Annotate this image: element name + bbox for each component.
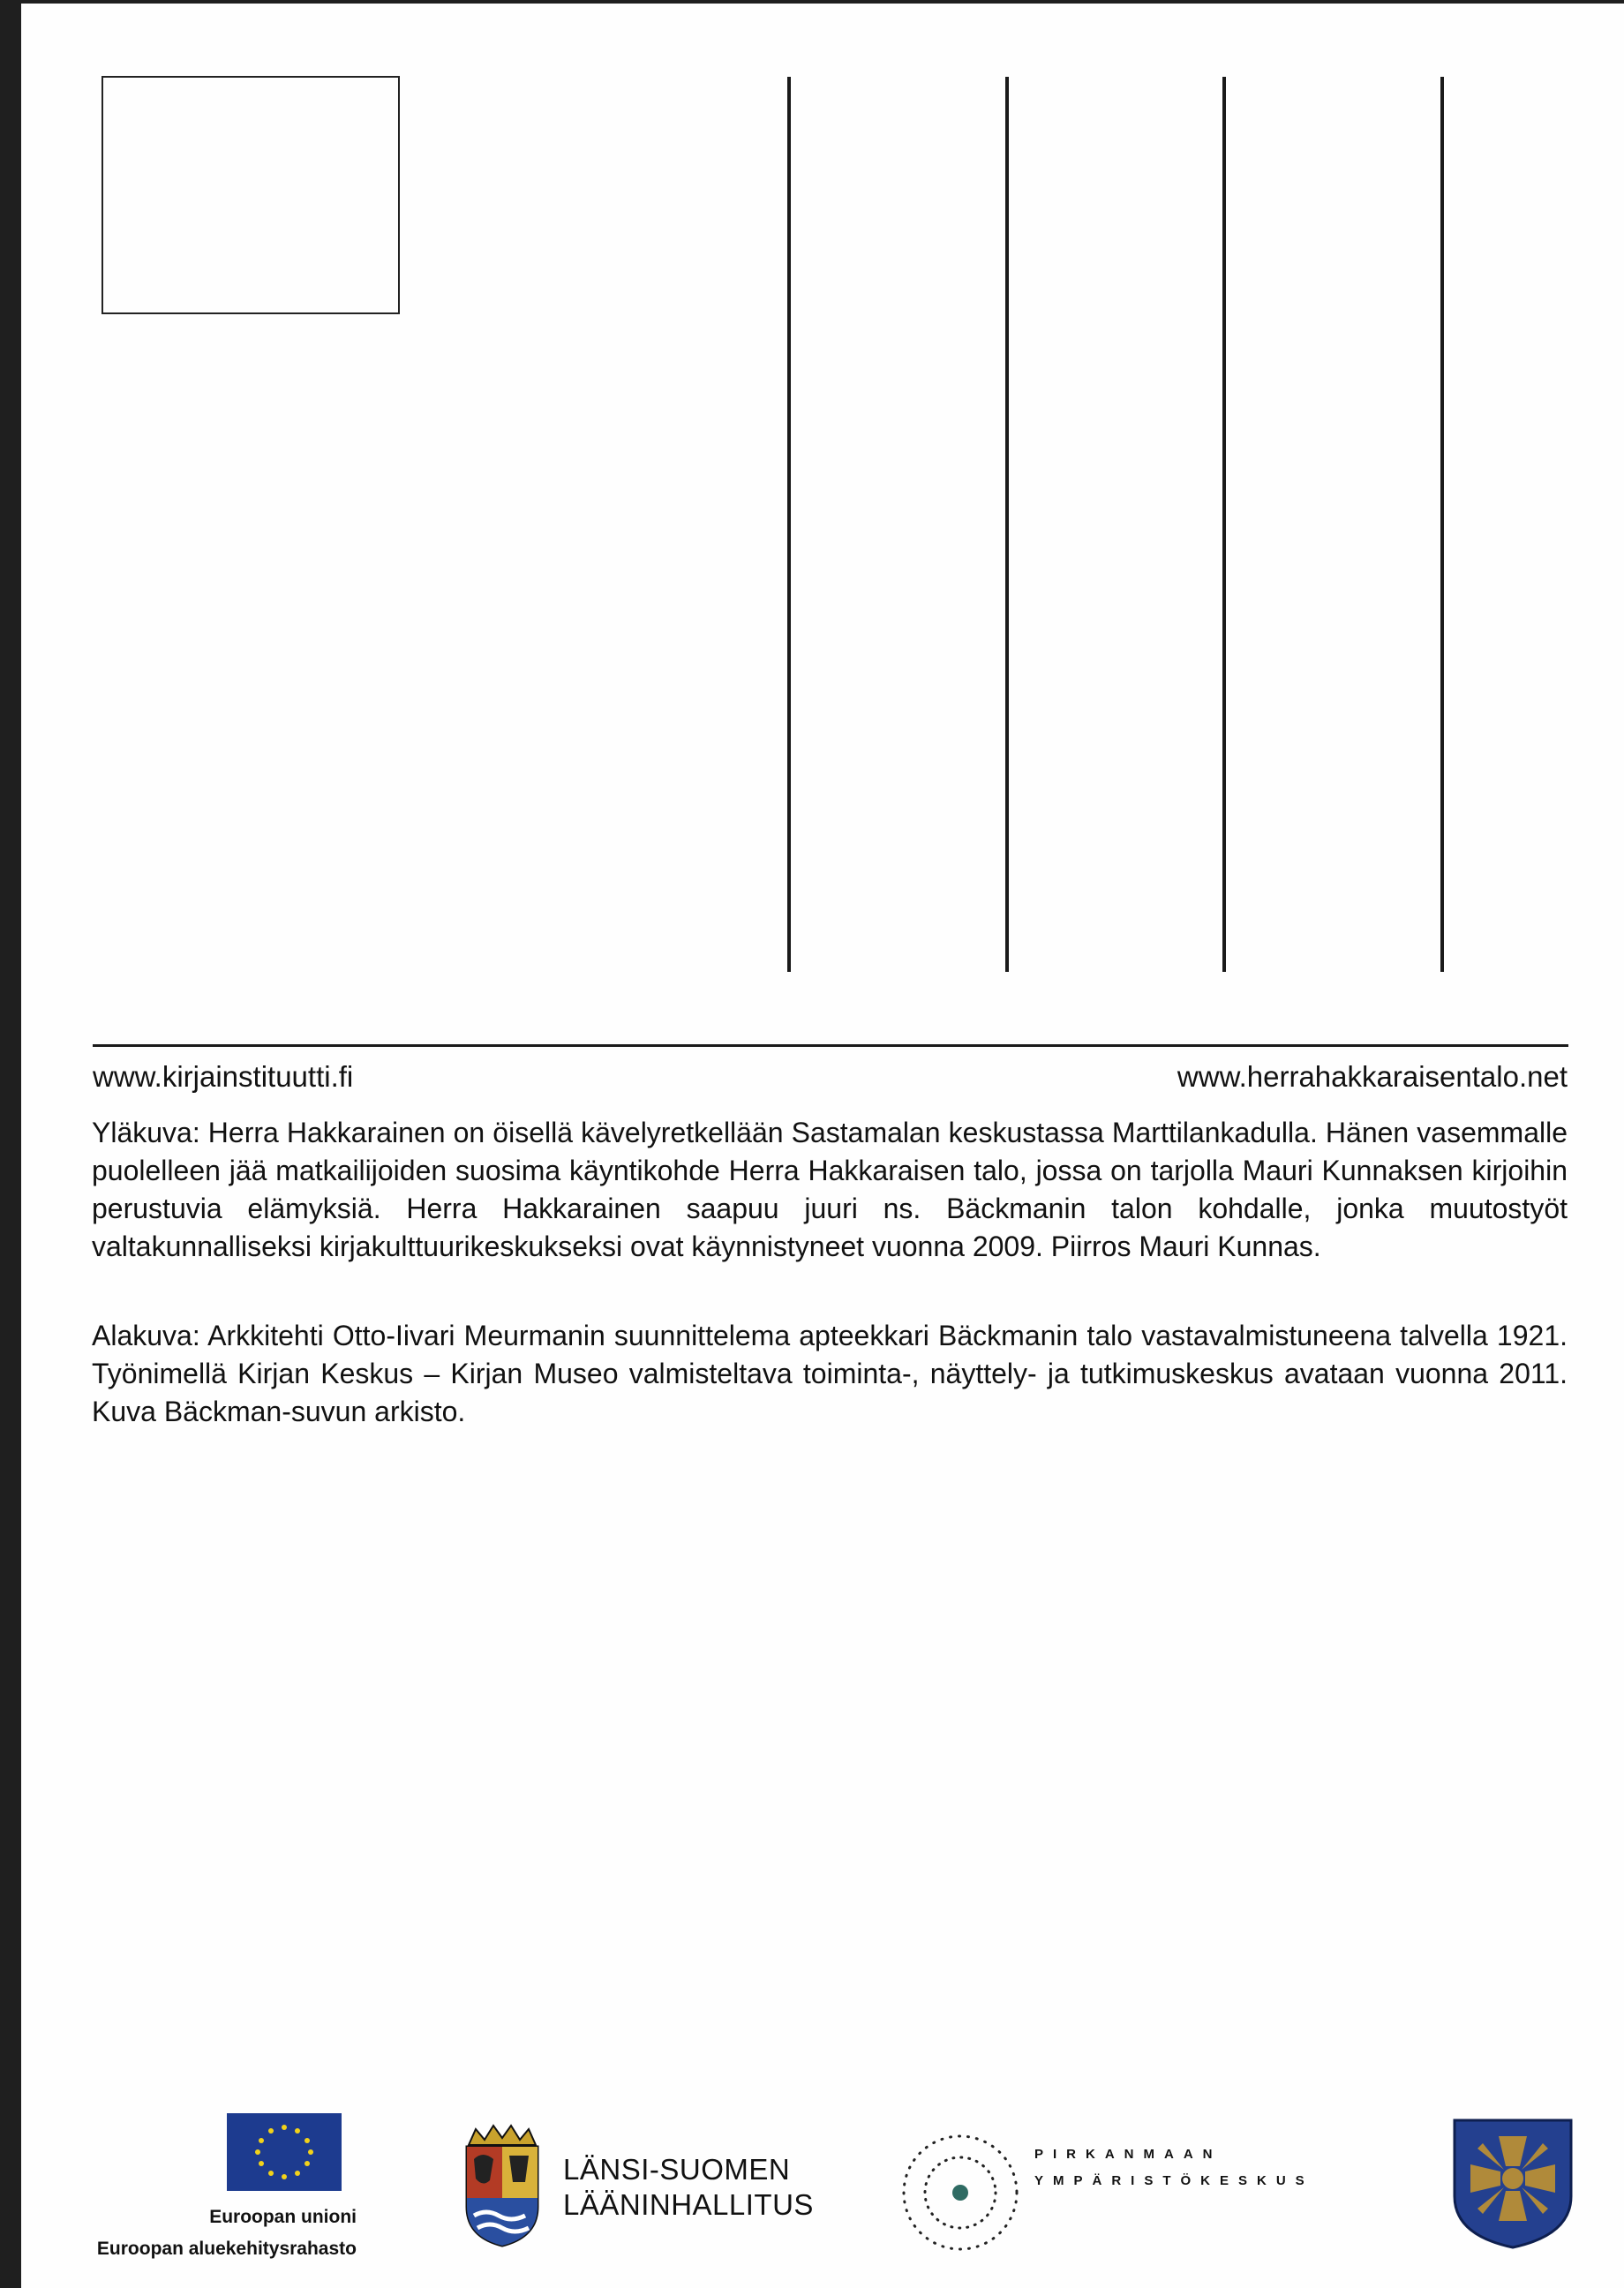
caption-bottom: Alakuva: Arkkitehti Otto-Iivari Meurmanin suunnittelema apteekkari Bäckmanin talo vastavalmistuneena talvella 1921. Työnimellä Kirjan Keskus – Kirjan Museo valmisteltava toiminta-, näyttely- ja tutkimuskeskus avataan vuonna 2011. Kuva Bäckman-suvun arkisto.	[92, 1320, 1568, 1427]
pirkanmaa-line-2: YMPÄRISTÖKESKUS	[1034, 2173, 1314, 2188]
pirkanmaa-dots-logo	[894, 2126, 1026, 2259]
lansi-suomen-caption	[563, 2152, 814, 2223]
eu-line-2: Euroopan aluekehitysrahasto	[96, 2239, 357, 2259]
address-line	[787, 77, 791, 972]
eu-flag-logo	[227, 2113, 342, 2191]
url-left: www.kirjainstituutti.fi	[93, 1060, 354, 1093]
lansi-line-1: LÄNSI-SUOMEN	[563, 2153, 791, 2186]
lansi-line-2: LÄÄNINHALLITUS	[563, 2188, 814, 2221]
address-line	[1222, 77, 1226, 972]
postcard-back	[21, 4, 1624, 2288]
pirkanmaa-caption	[1034, 2141, 1314, 2194]
stamp-box	[102, 76, 400, 314]
eu-caption	[21, 2201, 357, 2265]
shield-logo	[1451, 2117, 1575, 2249]
url-right: www.herrahakkaraisentalo.net	[1177, 1060, 1568, 1093]
address-line	[1005, 77, 1009, 972]
eu-line-1: Euroopan unioni	[209, 2207, 357, 2227]
coat-of-arms-logo	[463, 2124, 541, 2247]
address-line	[1440, 77, 1444, 972]
pirkanmaa-line-1: PIRKANMAAN	[1034, 2147, 1222, 2162]
divider-line	[93, 1044, 1568, 1047]
caption-top: Yläkuva: Herra Hakkarainen on öisellä kävelyretkellään Sastamalan keskustassa Marttilankadulla. Hänen vasemmalle puolelleen jää matkailijoiden suosima käyntikohde Herra Hakkaraisen talo, jossa on tarjolla Mauri Kunnaksen kirjoihin perustuvia elämyksiä. Herra Hakkarainen saapuu juuri ns. Bäckmanin talon kohdalle, jonka muutostyöt valtakunnalliseksi kirjakulttuurikeskukseksi ovat käynnistyneet vuonna 2009. Piirros Mauri Kunnas.	[92, 1117, 1568, 1262]
